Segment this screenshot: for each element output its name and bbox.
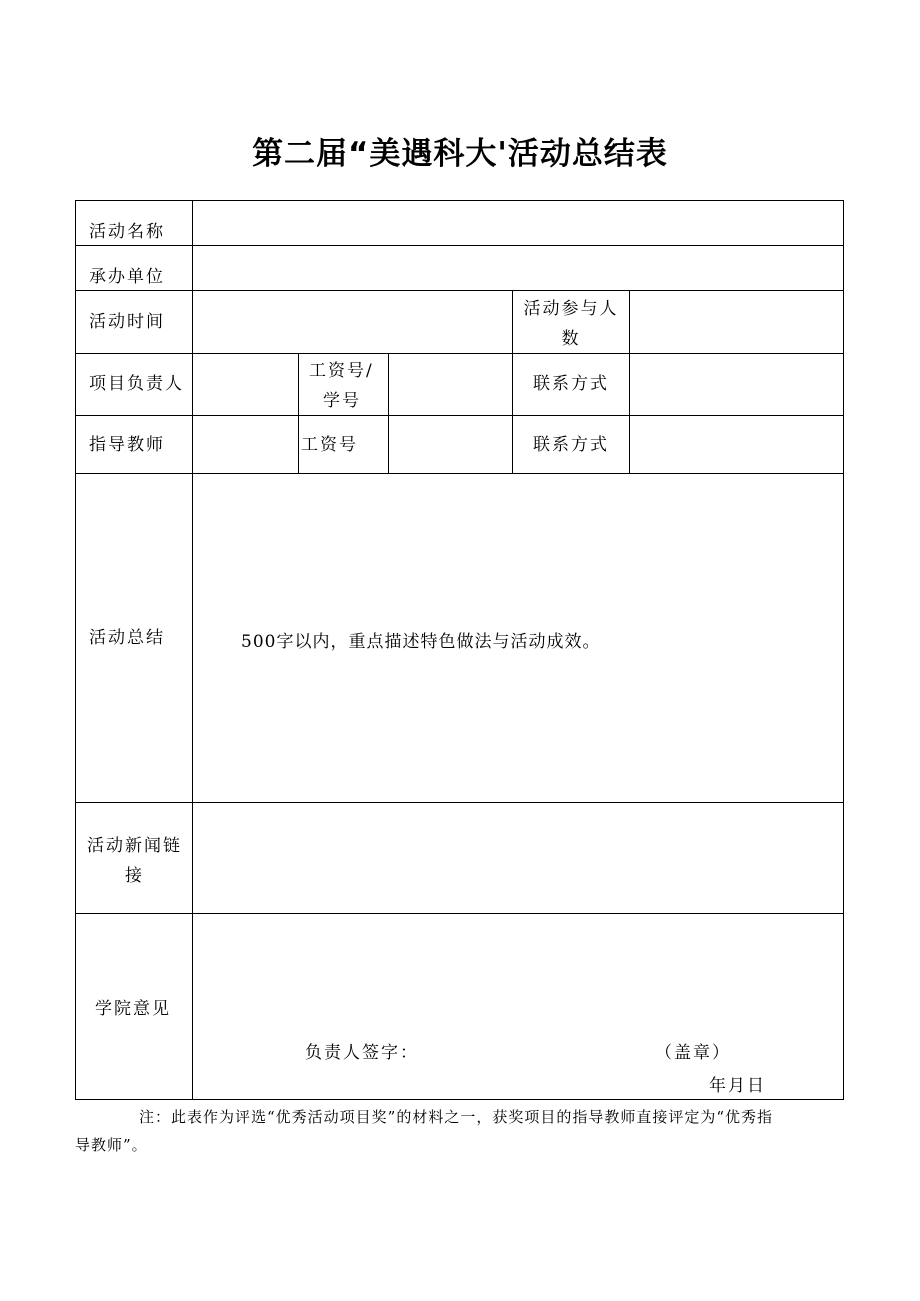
footnote: [75, 1103, 841, 1159]
activity-name-field[interactable]: [193, 201, 843, 245]
staff-student-id-label: [309, 356, 374, 416]
summary-field[interactable]: [193, 474, 843, 802]
participants-field[interactable]: [630, 291, 843, 353]
advisor-field[interactable]: [193, 416, 298, 473]
advisor-label: 指导教师: [89, 435, 165, 455]
summary-hint-text: 500字以内，重点描述特色做法与活动成效。: [241, 632, 601, 652]
project-lead-field[interactable]: [193, 354, 298, 415]
contact-label-lead: 联系方式: [533, 374, 609, 394]
participants-label: [513, 294, 629, 354]
staff-student-id-field[interactable]: [389, 354, 512, 415]
contact-field-advisor[interactable]: [630, 416, 843, 473]
news-link-label-line2: 接: [125, 866, 144, 886]
organizer-label: 承办单位: [89, 267, 165, 287]
table-border-left: [75, 200, 76, 1100]
activity-name-label: 活动名称: [89, 222, 165, 242]
summary-label: 活动总结: [89, 628, 165, 648]
date-label: 年月日: [709, 1076, 766, 1096]
participants-label-line1: 活动参与人: [523, 299, 619, 319]
page-title: 第二届“美遇科大'活动总结表: [252, 136, 668, 172]
news-link-field[interactable]: [193, 803, 843, 913]
signature-label: 负责人签字：: [305, 1043, 419, 1063]
staff-student-id-label-line2: 学号: [323, 391, 361, 411]
college-opinion-label: 学院意见: [95, 999, 171, 1019]
college-opinion-field[interactable]: [193, 914, 843, 1099]
activity-time-field[interactable]: [193, 291, 512, 353]
participants-label-line2: 数: [561, 329, 581, 349]
staff-id-field[interactable]: [389, 416, 512, 473]
summary-form-table: [75, 200, 844, 1100]
news-link-label-line1: 活动新闻链: [87, 836, 182, 856]
staff-student-id-label-line1: 工资号/: [309, 361, 374, 381]
activity-time-label: 活动时间: [89, 312, 165, 332]
news-link-label: [77, 831, 192, 891]
footnote-line2: 导教师”。: [75, 1136, 148, 1154]
contact-field-lead[interactable]: [630, 354, 843, 415]
column-divider: [298, 353, 299, 473]
table-border-right: [843, 200, 844, 1100]
seal-label: （盖章）: [655, 1043, 731, 1063]
project-lead-label: 项目负责人: [89, 374, 184, 394]
organizer-field[interactable]: [193, 246, 843, 290]
contact-label-advisor: 联系方式: [533, 435, 609, 455]
footnote-line1: 注：此表作为评选“优秀活动项目奖”的材料之一，获奖项目的指导教师直接评定为“优秀指: [139, 1108, 774, 1126]
staff-id-label: 工资号: [301, 435, 358, 455]
